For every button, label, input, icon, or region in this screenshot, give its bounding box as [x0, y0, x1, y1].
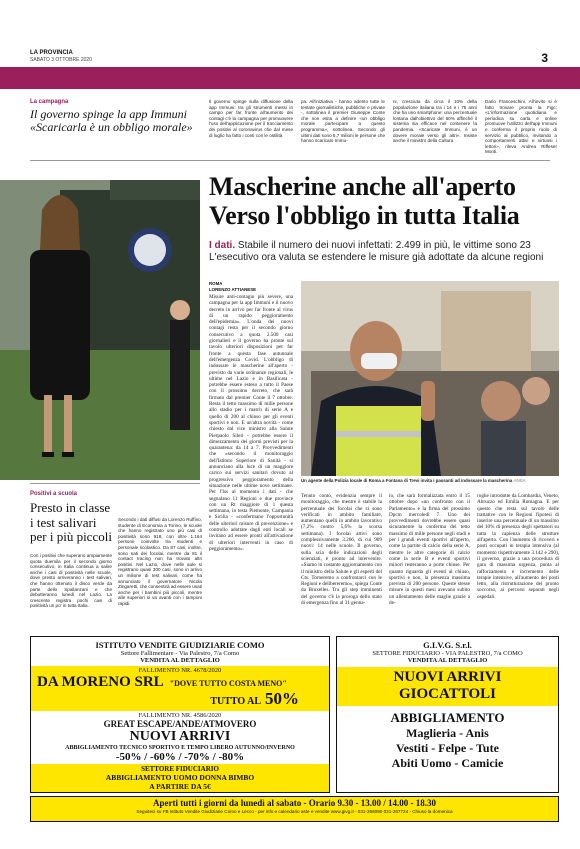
app-story-col-3: ni, cresciuta da circa il 10% della popolazione italiana tra i 14 e i 75 anni che ha uno smartphone: una percentuale lontana dall'obiettivo del 60% affinché il sistema sia efficace nel contenere la pandemia. «Scaricate Immuni, è un dovere morale verso gli altri». Insiste anche il ministro della Cultura — [393, 99, 477, 144]
school-story-title: Presto in classe i test salivari per i più piccoli — [30, 500, 112, 544]
ad-istituto-vendite — [30, 636, 330, 793]
ad1-line-9: A PARTIRE DA 5€ — [149, 782, 211, 791]
section-color-bar — [0, 67, 580, 89]
deck-line-2: L'esecutivo ora valuta se estendere le misure già adottate da alcune regioni — [209, 252, 544, 263]
deck-line-1: Stabile il numero dei nuovi infettati: 2.499 in più, le vittime sono 23 — [237, 240, 531, 251]
ad2-line-3: VENDITA AL DETTAGLIO — [407, 657, 488, 664]
dateline: ROMA — [209, 281, 223, 286]
ad2-title-3: ABBIGLIAMENTO — [390, 710, 505, 725]
ad1-total-value: 50% — [265, 689, 299, 708]
main-col-4: roghe introdotte da Lombardia, Veneto, Abruzzo ed Emilia Romagna. E per questo che resta sul tavolo delle trattative con le Regioni l'ipotesi di inserire una percentuale di un massimo del 10% di presenza degli spettatori su tutta la capienza delle strutture all'aperto. Con l'aumento di ricoveri e posti occupati in terapia intensiva (al momento rispettivamente 3.142 e 290), il governo, grazie a una procedura di gara di massima urgenza, punta al rafforzamento e incremento delle terapie intensive, all'aumento dei posti letto, alla ristrutturazione dei pronto soccorso, ai percorsi separati negli ospedali. — [477, 493, 559, 600]
issue-date: SABATO 3 OTTOBRE 2020 — [30, 57, 92, 63]
main-col-2: Tenuto conto, evidenzia sempre il monitoraggio, che mentre è stabile la percentuale dei focolai che si sono verificati in ambito familiare, aumentano quelli in ambito lavorativo (7,2% contro 5,6% la scorsa settimana). I focolai attivi sono complessivamente 3.266, di cui 909 nuovi: 14 nelle scuole. Il governo, sulla scia delle indicazioni degli scienziati, è pronto ad intervenire. «Siamo in costante aggiornamento con il ministro della Salute e gli esperti del Cts. Torneremo a confrontarci con le Regioni e delibereremo», spiega Conte da Bruxelles. Tra gli step imminenti del governo c'è la proroga dello stato di emergenza fino al 31 genna- — [301, 493, 382, 607]
ad1-fiduciario-block — [31, 764, 329, 792]
ad1-brand-2: GREAT ESCAPE/ANDE/ATMOVERO — [103, 719, 257, 729]
ad1-line-4: FALLIMENTO NR. 4678/2020 — [138, 667, 222, 674]
divider — [30, 483, 200, 484]
ad1-line-1: ISTITUTO VENDITE GIUDIZIARIE COMO — [95, 640, 265, 650]
ad2-item-2: Vestiti - Felpe - Tute — [396, 741, 499, 755]
ad2-item-3: Abiti Uomo - Camicie — [391, 756, 504, 770]
app-story-col-1: Il governo spinge sulla diffusione della app Immuni: tra gli strumenti messi in campo per far fronte all'aumento dei contagi c'è la campagna per promuovere l'uso dell'applicazione per il tracciamento dei positivi al coronavirus che dal mese di luglio ha fatto i conti con le ostilità — [209, 99, 293, 138]
newspaper-name: LA PROVINCIA — [30, 50, 73, 56]
ad1-total-row — [31, 689, 329, 709]
byline: LORENZO ATTIANESE — [209, 287, 257, 292]
app-story-title: Il governo spinge la app Immuni «Scaricarla è un obbligo morale» — [30, 107, 193, 134]
main-col-1: Misure anti-contagio più severe, una campagna per la app Immuni e il nuovo decreto in arrivo per far fronte al virus di un rapido peggioramento dell'epidemia». L'onda dei nuovi contagi resta per il secondo giorno consecutivo a quota 2.500 casi giornalieri e il governo ha pronte sul tavolo ulteriori disposizioni per far fronte a questa fase autunnale dell'emergenza Covid. L'obbligo di indossare le mascherine all'aperto - previsto da varie ordinanze regionali, le ultime nel Lazio e in Basilicata - potrebbe essere esteso a tutto il Paese con il prossimo decreto, che sarà firmato dal premier Conte il 7 ottobre. Resta il tetto massimo di mille persone allo stadio per i match di serie A e quello di 200 al chiuso per gli eventi sportivi e non. E un'altra novità - come chiesto dal vice ministro alla Salute Pierpaolo Sileri - potrebbe essere il dimezzamento dei giorni previsti per la quarantena: da 14 a 7. Provvedimenti che «secondo il monitoraggio dell'Istituto Superiore di Sanità - si annunciano alla luce di un maggiore carico sui servizi sanitari dovuto al progressivo peggioramento della situazione nelle ultime nove settimane. Per l'Iss al momento i dati - che segnalano 11 Regioni e due province con un Rt maggiore di 1 questa settimana, in testa Piemonte, Campania e Sicilia - «confermano l'opportunità delle ulteriori misure di prevenzione» e controllo adottate dagli enti locali se invitano ad essere pronti all'attivazione di ulteriori interventi in caso di peggioramento». — [209, 294, 293, 552]
ad1-discounts: -50% / -60% / -70% / -80% — [115, 751, 245, 763]
photo-credit: ANSA — [513, 478, 526, 483]
ad-footer-line-2: Seguiteci su FB Istituto Vendite Giudiziarie Como e Lecco - per info e calendario aste e vendite www.givg.it - 031-266090 031-267724 - Chiuso la domenica — [136, 809, 453, 814]
ad1-line-2: Settore Fallimentare - Via Palestro, 7/a Como — [120, 650, 240, 657]
ad2-line-2: SETTORE FIDUCIARIO - VIA PALESTRO, 7/a COMO — [372, 650, 523, 657]
ad-footer — [30, 796, 559, 822]
ad-givg — [336, 636, 559, 793]
app-story-col-4: Dario Franceschini. All'invito si è fatto trovare pronta la Figc: «L'informazione quotidiana e periodica su carta e online promuove l'utilizzo dell'app Immuni e conferma il proprio ruolo di servizio al pubblico, invitando a comportamenti attivi e virtuosi i lettori», rileva Andrea Riffeser Monti. — [485, 99, 557, 155]
ad1-slogan: "DOVE TUTTO COSTA MENO" — [169, 679, 287, 688]
ad2-toys-block — [337, 667, 558, 706]
ad2-title-1: NUOVI ARRIVI — [393, 669, 502, 685]
school-story-kicker: Positivi a scuola — [30, 491, 78, 497]
ad1-arrivals: NUOVI ARRIVI — [129, 729, 231, 744]
ad1-line-7: SETTORE FIDUCIARIO — [141, 765, 219, 773]
ad1-line-3: VENDITA AL DETTAGLIO — [140, 657, 220, 664]
app-story-kicker: La campagna — [30, 99, 69, 105]
ad1-line-6: ABBIGLIAMENTO TECNICO SPORTIVO E TEMPO LIBERO AUTUNNO/INVERNO — [65, 745, 295, 751]
main-deck — [209, 240, 559, 264]
divider — [30, 160, 550, 161]
main-col-3: io, che sarà formalizzata entro il 15 ottobre dopo «un confronto con il Parlamento» e la firma del prossimo Dpcm mercoledì 7. Uno dei provvedimenti dovrebbe essere quasi sicuramente la conferma del tetto massimo di mille persone negli stadi e per i grandi eventi sportivi all'aperto, come la partite di calcio della serie A, mentre le altre categorie di calcio come la serie B e eventi sportivi minori resteranno a porte chiuse. Per quanto riguarda gli eventi al chiuso, sportivi e non, la presenza massima prevista di 200 persone. Queste stesse misure in questi mesi avevano subito un allentamento delle maglie grazie a de- — [389, 493, 470, 607]
ad2-title-2: GIOCATTOLI — [399, 686, 496, 702]
page-number: 3 — [541, 51, 548, 65]
main-headline-1: Mascherine anche all'aperto — [209, 172, 516, 201]
ad1-brand: DA MORENO SRL — [37, 674, 164, 690]
deck-label: I dati. — [209, 240, 236, 251]
ad-footer-line-1: Aperti tutti i giorni da lunedì al sabato - Orario 9.30 - 13.00 / 14.00 - 18.30 — [153, 798, 436, 808]
app-story-col-2: pa. All'iniziativa - hanno aderito tutte le testate giornalistiche, pubbliche e private -, sottolinea il premier Giuseppe Conte che non esita a definire «un obbligo morale partecipare a questo programma», sottolinea. Secondo gli ultimi dati sono 6,7 milioni le persone che hanno scaricato Immu- — [301, 99, 386, 144]
main-photo — [301, 281, 559, 476]
ad1-total-label: TUTTO AL — [210, 696, 261, 707]
main-headline-2: Verso l'obbligo in tutta Italia — [209, 201, 520, 230]
left-photo — [0, 180, 200, 480]
photo-caption — [301, 478, 559, 483]
ad2-item-1: Maglieria - Anis — [406, 726, 489, 740]
photo-caption-text: Un agente della Polizia locale di Roma a Fontana di Trevi invita i passanti ad indossare la mascherina — [301, 478, 513, 483]
ad1-moreno-block — [31, 666, 329, 711]
school-story-col-1: Con i positivi che superano ampiamente quota duemila per il secondo giorno consecutivo, in Italia continua a salire anche i casi di positività nelle scuole, dove presto arriveranno i test salivari, che hanno ottenuto il disco verde da parte dello Spallanzani e che debutteranno lunedì nel Lazio. La crescente registra pochi casi di positività un po' in tutta Italia. — [30, 553, 112, 609]
school-story-col-2: Secondo i dati diffusi da Lorenzo Ruffino, studente di Economia a Torino, le scuole che hanno registrato uno più casi di positività sono 918, con oltre 1.164 persone coinvolte tra studenti e personale scolastico. Da 87 casi, inoltre, sono nati dei focolai, mentre da 81 il contact tracing non ha trovato altri positivi. Nel Lazio, dove nelle aule si registrano quasi 300 casi, sono in arrivo un milione di test salivari, come ha annunciato il governatore Nicola Zingaretti, che consentirà ad essere usati anche per i bambini più piccoli, mentre alle superiori si va avanti con i tamponi rapidi. — [118, 517, 203, 606]
ad2-line-1: G.I.V.G. S.r.l. — [423, 640, 472, 650]
ad1-line-8: ABBIGLIAMENTO UOMO DONNA BIMBO — [105, 773, 255, 782]
ad1-line-5: FALLIMENTO NR. 4586/2020 — [138, 712, 222, 719]
